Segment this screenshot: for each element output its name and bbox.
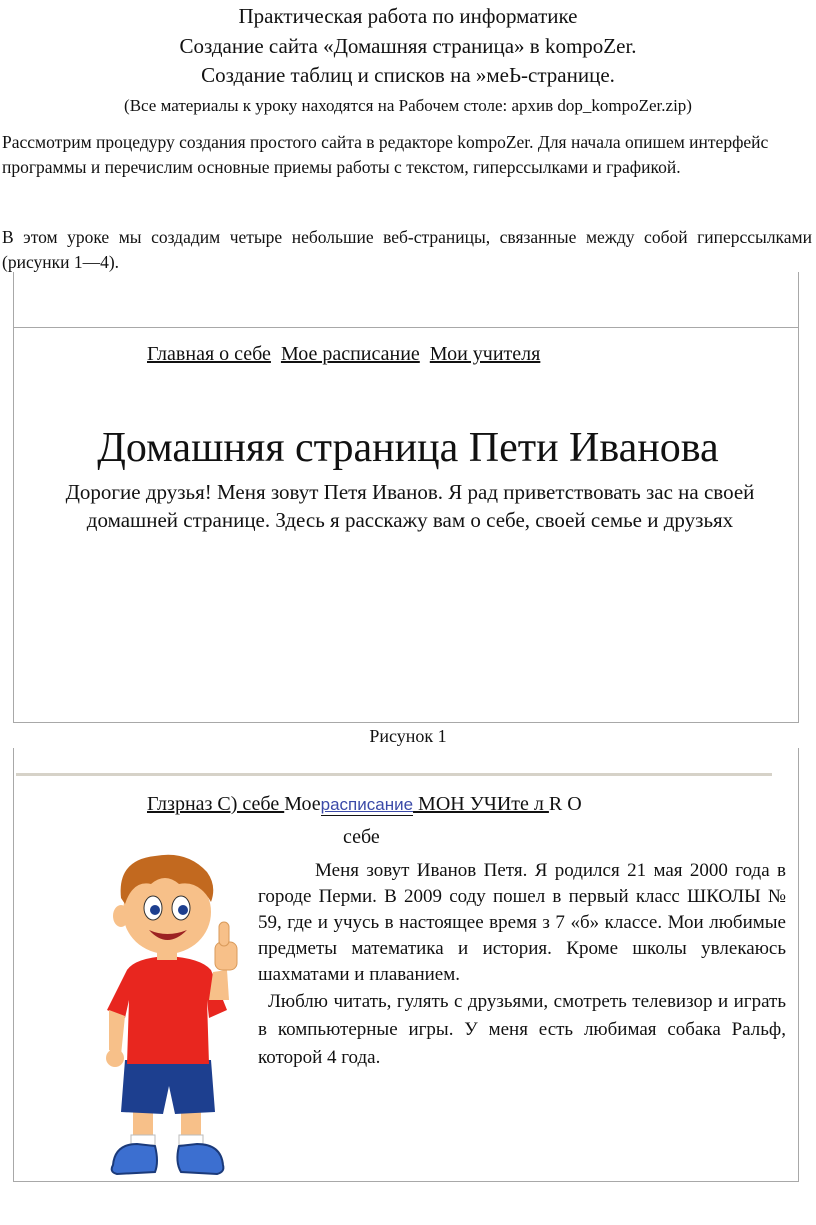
boy-fist <box>215 942 237 970</box>
doc-title-line3: Создание таблиц и списков на »меЬ-странице. <box>201 63 615 87</box>
figure2-divider <box>16 773 772 776</box>
boy-left-shoe <box>112 1144 157 1174</box>
doc-title-line2: Создание сайта «Домашняя страница» в kompoZer. <box>179 34 637 58</box>
figure2-nav-line2: себе <box>343 826 380 848</box>
figure1-heading: Домашняя страница Пети Иванова <box>97 425 719 471</box>
nav-link-home-about[interactable]: Главная о себе <box>147 343 271 365</box>
boy-left-hand <box>106 1049 124 1067</box>
nav2-link-teachers[interactable]: МОН УЧИте л <box>413 793 549 815</box>
nav2-moe: Мое <box>284 793 321 815</box>
boy-left-ear <box>113 905 129 927</box>
boy-illustration <box>95 850 245 1180</box>
nav2-tail: R О <box>548 793 582 815</box>
figure1-divider <box>13 327 799 328</box>
boy-right-pupil <box>178 905 188 915</box>
boy-thumb <box>219 922 229 946</box>
boy-shorts <box>121 1060 215 1114</box>
intro-paragraph-2: В этом уроке мы создадим четыре небольшие веб-страницы, связанные между собой гиперссылками (рисунки 1—4). <box>2 227 812 272</box>
nav-link-teachers[interactable]: Мои учителя <box>429 343 541 365</box>
figure1-greeting: Дорогие друзья! Меня зовут Петя Иванов. Я рад приветствовать зас на своей домашней странице. Здесь я расскажу вам о себе, своей семье и друзьях <box>65 480 755 532</box>
doc-title-line1: Практическая работа по информатике <box>238 4 578 28</box>
nav2-link-schedule[interactable]: расписание <box>320 795 414 814</box>
intro-paragraph-1: Рассмотрим процедуру создания простого сайта в редакторе kompoZer. Для начала опишем интерфейс программы и перечислим основные приемы работы с текстом, гиперссылками и графикой. <box>2 132 769 177</box>
figure1-nav <box>147 343 545 366</box>
boy-left-pupil <box>150 905 160 915</box>
boy-left-arm <box>109 1010 125 1055</box>
bio-paragraph-1: Меня зовут Иванов Петя. Я родился 21 мая 2000 года в городе Перми. В 2009 соду пошел в первый класс ШКОЛЫ № 59, где и учусь в настоящее время з 7 «б» классе. Мои любимые предметы математика и история. Кроме школы увлекаюсь шахматами и плаванием. <box>258 860 786 985</box>
boy-shirt <box>107 956 227 1064</box>
figure2-nav <box>147 793 582 816</box>
figure1-caption: Рисунок 1 <box>369 726 447 746</box>
materials-note: (Все материалы к уроку находятся на Рабочем столе: архив dop_kompoZer.zip) <box>124 96 692 115</box>
bio-paragraph-2: Люблю читать, гулять с друзьями, смотреть телевизор и играть в компьютерные игры. У меня есть любимая собака Ральф, которой 4 года. <box>258 991 786 1068</box>
nav2-link-home-about[interactable]: Глзрназ С) себе <box>147 793 285 815</box>
boy-right-shoe <box>177 1144 223 1174</box>
nav-link-schedule[interactable]: Мое расписание <box>280 343 420 365</box>
